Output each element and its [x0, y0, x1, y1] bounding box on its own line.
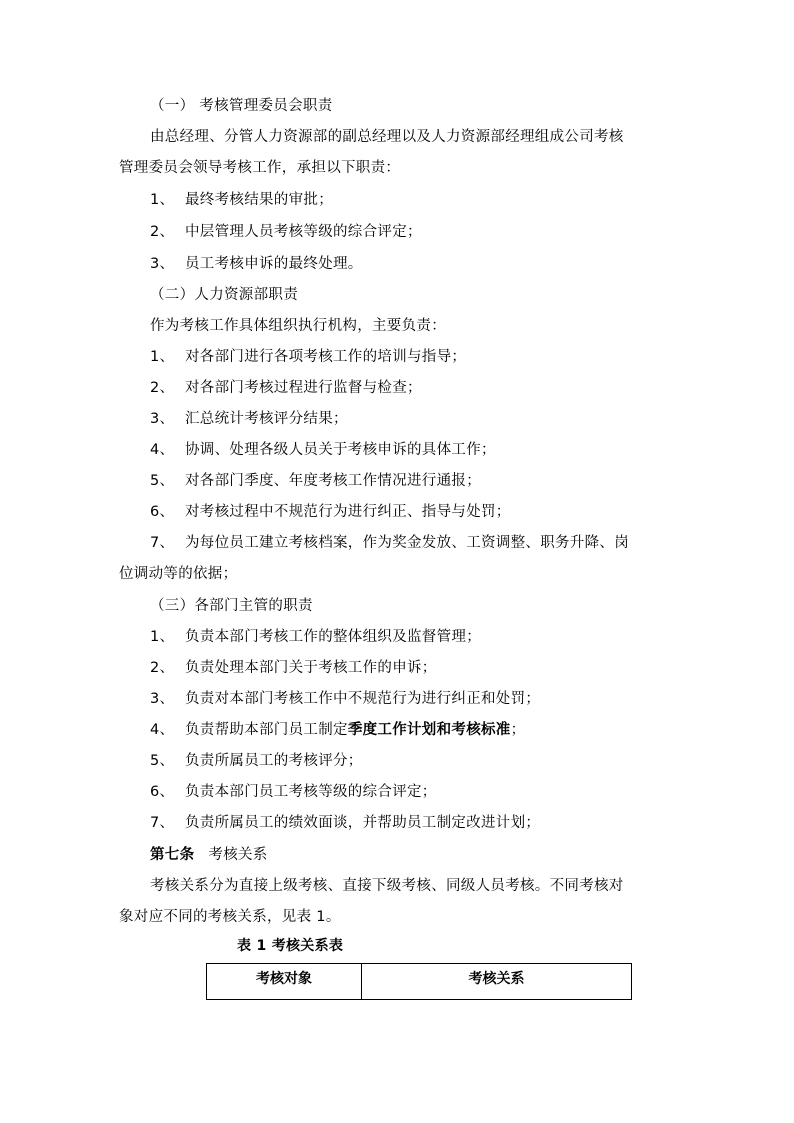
relationship-table — [206, 963, 632, 1000]
list-item: 1、 对各部门进行各项考核工作的培训与指导； — [150, 349, 467, 365]
committee-intro-line2: 管理委员会领导考核工作，承担以下职责： — [119, 160, 401, 176]
list-item: 6、 负责本部门员工考核等级的综合评定； — [150, 784, 437, 800]
list-item: 4、 协调、处理各级人员关于考核申诉的具体工作； — [150, 442, 496, 458]
list-item: 3、 汇总统计考核评分结果； — [150, 411, 348, 427]
list-item: 5、 对各部门季度、年度考核工作情况进行通报； — [150, 473, 481, 489]
list-item: 7、 为每位员工建立考核档案，作为奖金发放、工资调整、职务升降、岗 — [150, 535, 629, 551]
list-item: 3、 负责对本部门考核工作中不规范行为进行纠正和处罚； — [150, 691, 541, 707]
list-item: 1、 负责本部门考核工作的整体组织及监督管理； — [150, 629, 481, 645]
table-header-cell: 考核关系 — [362, 964, 632, 1000]
article-heading: 第七条 考核关系 — [150, 847, 268, 863]
list-item: 4、 负责帮助本部门员工制定季度工作计划和考核标准； — [150, 722, 526, 738]
list-item: 2、 对各部门考核过程进行监督与检查； — [150, 380, 422, 396]
list-item: 5、 负责所属员工的考核评分； — [150, 753, 363, 769]
section-heading-dept: （三）各部门主管的职责 — [150, 598, 313, 614]
section-heading-hr: （二）人力资源部职责 — [150, 287, 298, 303]
article-paragraph-line1: 考核关系分为直接上级考核、直接下级考核、同级人员考核。不同考核对 — [150, 878, 624, 894]
committee-intro-line1: 由总经理、分管人力资源部的副总经理以及人力资源部经理组成公司考核 — [150, 129, 624, 145]
list-item: 6、 对考核过程中不规范行为进行纠正、指导与处罚； — [150, 504, 511, 520]
table-caption: 表 1 考核关系表 — [237, 938, 344, 954]
hr-intro: 作为考核工作具体组织执行机构，主要负责： — [150, 318, 446, 334]
table-header-row — [207, 964, 632, 1000]
list-item: 2、 中层管理人员考核等级的综合评定； — [150, 224, 422, 240]
list-item: 7、 负责所属员工的绩效面谈，并帮助员工制定改进计划； — [150, 815, 541, 831]
section-heading-committee: （一） 考核管理委员会职责 — [150, 98, 333, 114]
list-item-continuation: 位调动等的依据； — [119, 566, 238, 582]
list-item: 1、 最终考核结果的审批； — [150, 192, 333, 208]
article-paragraph-line2: 象对应不同的考核关系，见表 1。 — [119, 909, 341, 925]
table-header-cell: 考核对象 — [207, 964, 362, 1000]
bold-phrase: 季度工作计划和考核标准 — [347, 722, 511, 738]
list-item: 3、 员工考核申诉的最终处理。 — [150, 256, 363, 272]
list-item: 2、 负责处理本部门关于考核工作的申诉； — [150, 660, 437, 676]
